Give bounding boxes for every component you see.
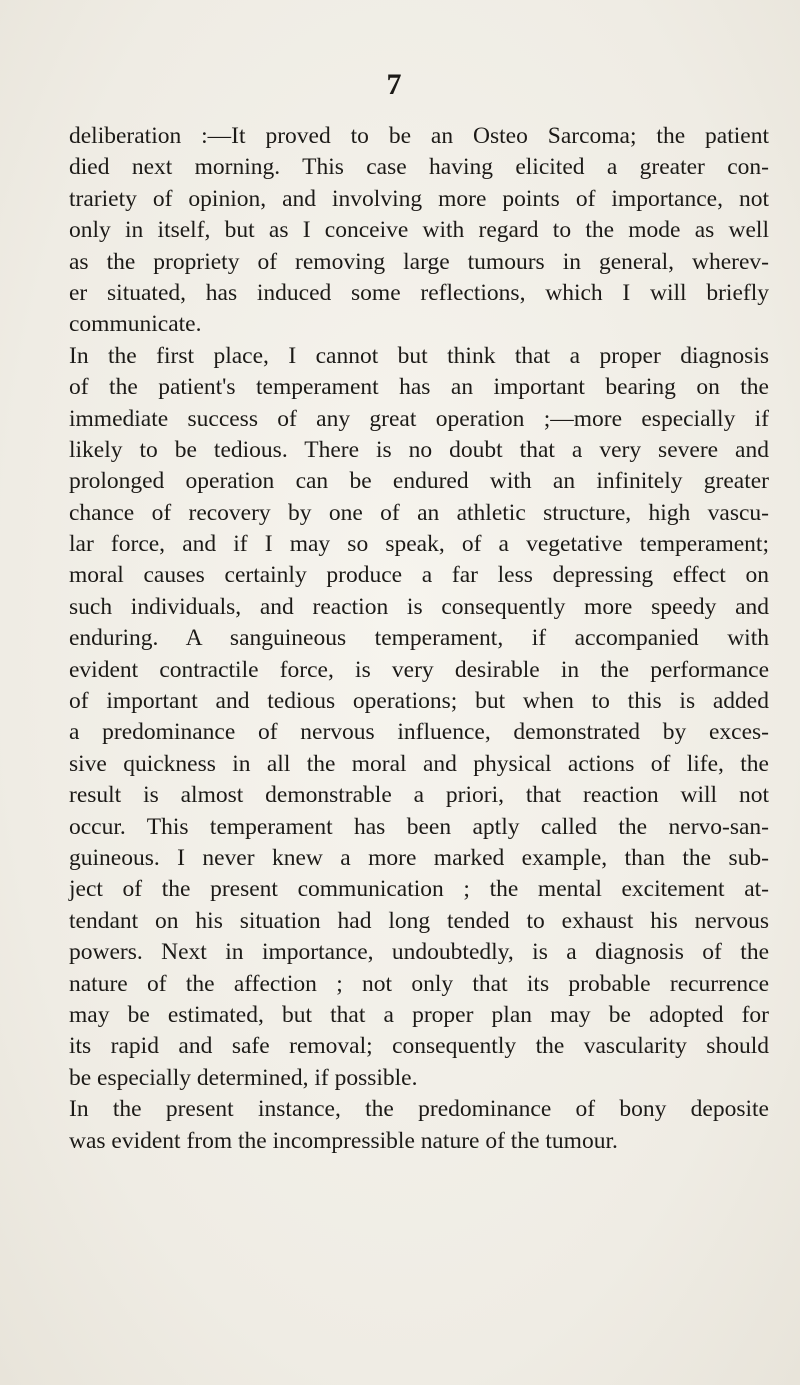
- text-line: communicate.: [69, 311, 202, 338]
- text-line: er situated, has induced some reflections, which I will briefly: [69, 279, 769, 306]
- page-number: 7: [386, 68, 402, 101]
- text-line: nature of the affection ; not only that its probable recurrence: [69, 970, 769, 997]
- text-line: chance of recovery by one of an athletic structure, high vascu-: [69, 499, 769, 526]
- text-line: In the present instance, the predominance of bony deposite: [69, 1096, 769, 1123]
- text-line: a predominance of nervous influence, demonstrated by exces-: [69, 719, 769, 746]
- text-line: trariety of opinion, and involving more points of importance, not: [69, 185, 769, 212]
- text-line: be especially determined, if possible.: [69, 1064, 418, 1091]
- text-line: as the propriety of removing large tumours in general, wherev-: [69, 248, 769, 275]
- text-line: deliberation :—It proved to be an Osteo Sarcoma; the patient: [69, 123, 769, 149]
- text-line: enduring. A sanguineous temperament, if accompanied with: [69, 625, 769, 652]
- text-line: died next morning. This case having elicited a greater con-: [69, 154, 769, 181]
- text-line: moral causes certainly produce a far less depressing effect on: [69, 562, 769, 589]
- text-line: prolonged operation can be endured with an infinitely greater: [69, 468, 769, 495]
- text-line: of important and tedious operations; but when to this is added: [69, 688, 769, 715]
- text-line: tendant on his situation had long tended to exhaust his nervous: [69, 907, 769, 934]
- text-line: guineous. I never knew a more marked example, than the sub-: [69, 844, 769, 871]
- text-line: may be estimated, but that a proper plan may be adopted for: [69, 1001, 769, 1028]
- text-line: result is almost demonstrable a priori, that reaction will not: [69, 782, 769, 809]
- text-line: such individuals, and reaction is consequently more speedy and: [69, 593, 769, 620]
- text-line: powers. Next in importance, undoubtedly, is a diagnosis of the: [69, 939, 769, 966]
- text-line: sive quickness in all the moral and physical actions of life, the: [69, 750, 769, 777]
- text-line: evident contractile force, is very desirable in the performance: [69, 656, 769, 683]
- text-line: immediate success of any great operation ;—more especially if: [69, 405, 769, 432]
- text-line: lar force, and if I may so speak, of a vegetative temperament;: [69, 531, 769, 558]
- body-text: [69, 121, 769, 1157]
- text-line: In the first place, I cannot but think that a proper diagnosis: [69, 342, 769, 369]
- text-line: only in itself, but as I conceive with regard to the mode as well: [69, 217, 769, 244]
- text-line: ject of the present communication ; the mental excitement at-: [69, 876, 769, 903]
- text-line: occur. This temperament has been aptly called the nervo-san-: [69, 813, 769, 840]
- text-line: its rapid and safe removal; consequently the vascularity should: [69, 1033, 769, 1060]
- text-line: was evident from the incompressible nature of the tumour.: [69, 1127, 618, 1154]
- text-line: likely to be tedious. There is no doubt that a very severe and: [69, 436, 769, 463]
- text-line: of the patient's temperament has an important bearing on the: [69, 374, 769, 401]
